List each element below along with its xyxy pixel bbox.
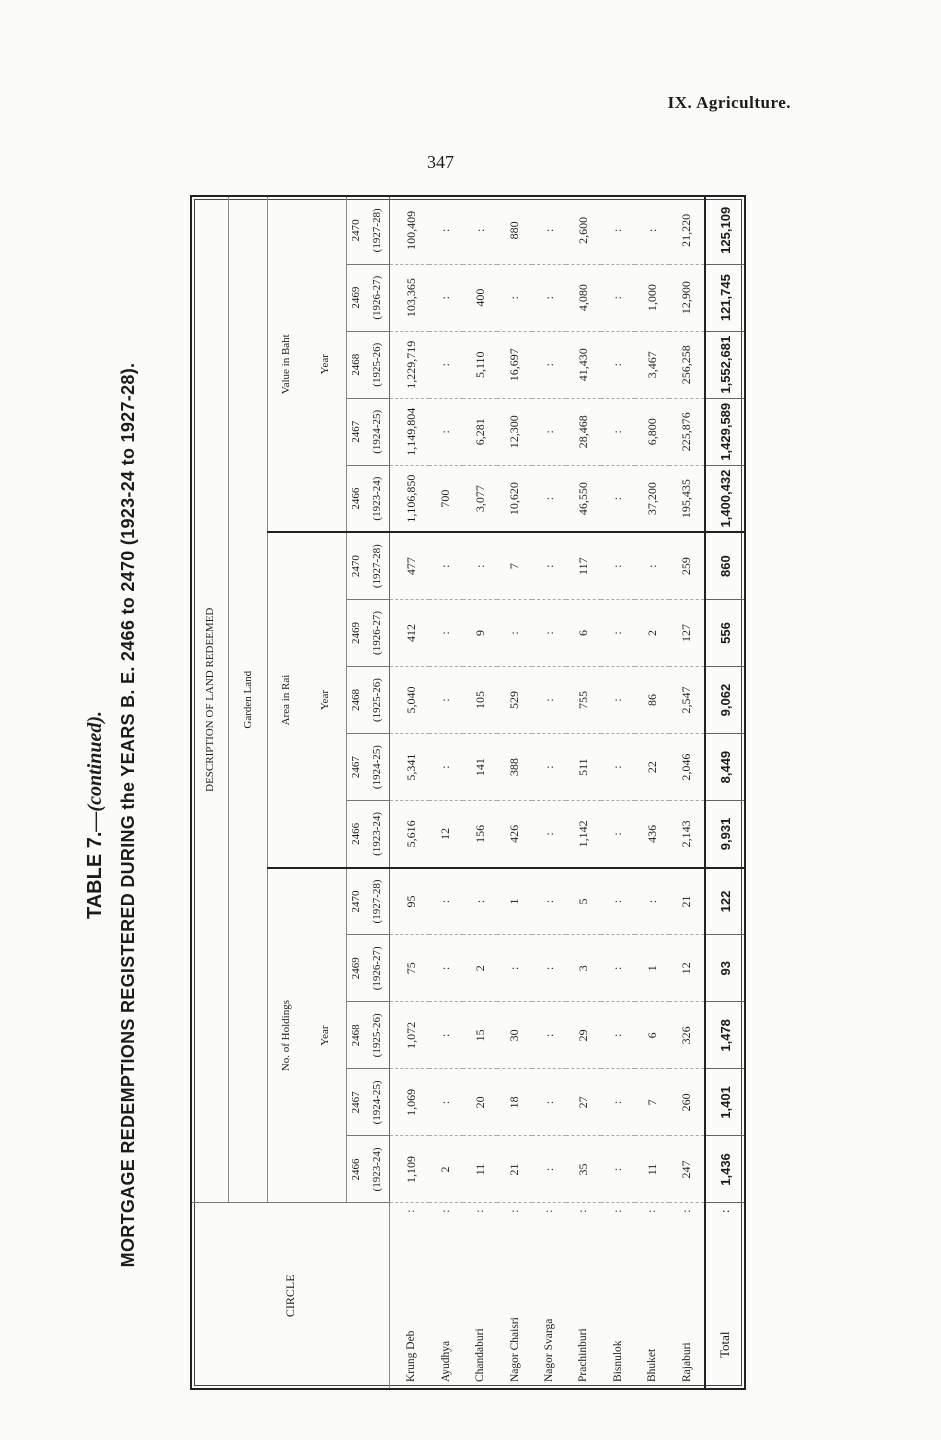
area-cell: 2,046 (669, 734, 705, 801)
table-title: MORTGAGE REDEMPTIONS REGISTERED DURING the YEARS B. E. 2466 to 2470 (1923-24 to 1927-28). (118, 362, 138, 1268)
value-cell: 1,106,850 (390, 465, 429, 532)
value-cell: 16,697 (497, 331, 531, 398)
table-caption (80, 190, 139, 1440)
year-label: Year (304, 197, 347, 532)
table-row (601, 197, 635, 1388)
holdings-cell: : (429, 1069, 463, 1136)
area-cell: 755 (566, 667, 600, 734)
holdings-cell: : (532, 1136, 566, 1203)
value-cell: 10,620 (497, 465, 531, 532)
area-cell: 2,547 (669, 667, 705, 734)
year-ce-header: (1926-27) (365, 935, 390, 1002)
value-cell: 21,220 (669, 197, 705, 264)
value-cell: : (601, 331, 635, 398)
year-be-header: 2466 (347, 465, 366, 532)
holdings-cell: : (601, 1136, 635, 1203)
value-cell: 4,080 (566, 264, 600, 331)
circle-name: Nagor Chaisri : (497, 1203, 531, 1388)
area-cell: 511 (566, 734, 600, 801)
area-cell: : (429, 532, 463, 599)
year-ce-header: (1926-27) (365, 264, 390, 331)
total-holdings-cell: 122 (705, 868, 744, 935)
value-cell: 28,468 (566, 398, 600, 465)
value-cell: : (497, 264, 531, 331)
area-cell: 5,616 (390, 801, 429, 868)
total-area-cell: 9,062 (705, 667, 744, 734)
area-cell: 5,341 (390, 734, 429, 801)
value-cell: : (601, 197, 635, 264)
area-cell: : (601, 532, 635, 599)
holdings-cell: : (601, 868, 635, 935)
holdings-cell: 247 (669, 1136, 705, 1203)
holdings-cell: : (601, 935, 635, 1002)
holdings-cell: 1,072 (390, 1002, 429, 1069)
value-cell: : (635, 197, 669, 264)
section-title: IX. Agriculture. (667, 93, 791, 112)
holdings-cell: 11 (635, 1136, 669, 1203)
year-label: Year (304, 532, 347, 867)
group-header: Area in Rai (268, 532, 305, 867)
circle-name: Ayudhya : (429, 1203, 463, 1388)
value-cell: 1,000 (635, 264, 669, 331)
year-label: Year (304, 868, 347, 1203)
area-cell: 388 (497, 734, 531, 801)
table-row (497, 197, 531, 1388)
holdings-cell: 3 (566, 935, 600, 1002)
value-cell: : (532, 197, 566, 264)
area-cell: 12 (429, 801, 463, 868)
holdings-cell: 18 (497, 1069, 531, 1136)
year-be-header: 2469 (347, 264, 366, 331)
value-cell: 400 (463, 264, 497, 331)
holdings-cell: : (497, 935, 531, 1002)
total-holdings-cell: 93 (705, 935, 744, 1002)
holdings-cell: : (429, 868, 463, 935)
area-cell: 259 (669, 532, 705, 599)
value-cell: : (532, 398, 566, 465)
year-ce-header: (1923-24) (365, 1136, 390, 1203)
year-be-header: 2468 (347, 1002, 366, 1069)
holdings-cell: 21 (497, 1136, 531, 1203)
area-cell: 117 (566, 532, 600, 599)
value-cell: 100,409 (390, 197, 429, 264)
year-be-header: 2468 (347, 667, 366, 734)
table-row (566, 197, 600, 1388)
mortgage-redemptions-table (192, 197, 744, 1388)
area-cell: 9 (463, 599, 497, 666)
value-cell: 256,258 (669, 331, 705, 398)
holdings-cell: 260 (669, 1069, 705, 1136)
year-be-header: 2467 (347, 1069, 366, 1136)
value-cell: 5,110 (463, 331, 497, 398)
holdings-cell: 12 (669, 935, 705, 1002)
area-cell: : (463, 532, 497, 599)
year-ce-header: (1927-28) (365, 532, 390, 599)
holdings-cell: 1 (497, 868, 531, 935)
area-cell: 6 (566, 599, 600, 666)
area-cell: 1,142 (566, 801, 600, 868)
area-cell: : (429, 667, 463, 734)
circle-name: Bhuket : (635, 1203, 669, 1388)
area-cell: : (429, 599, 463, 666)
year-be-header: 2466 (347, 801, 366, 868)
circle-header: CIRCLE (192, 1203, 390, 1388)
value-cell: : (429, 264, 463, 331)
table-row (532, 197, 566, 1388)
total-value-cell: 125,109 (705, 197, 744, 264)
area-cell: 5,040 (390, 667, 429, 734)
total-value-cell: 1,400,432 (705, 465, 744, 532)
circle-name: Chandaburi : (463, 1203, 497, 1388)
area-cell: : (497, 599, 531, 666)
area-cell: : (532, 532, 566, 599)
total-holdings-cell: 1,436 (705, 1136, 744, 1203)
holdings-cell: 2 (463, 935, 497, 1002)
area-cell: : (601, 599, 635, 666)
land-type-header: Garden Land (229, 197, 268, 1203)
holdings-cell: 1,069 (390, 1069, 429, 1136)
total-area-cell: 860 (705, 532, 744, 599)
year-be-header: 2469 (347, 599, 366, 666)
area-cell: 105 (463, 667, 497, 734)
value-cell: : (463, 197, 497, 264)
holdings-cell: 1 (635, 935, 669, 1002)
value-cell: 103,365 (390, 264, 429, 331)
year-ce-header: (1927-28) (365, 197, 390, 264)
year-be-header: 2470 (347, 532, 366, 599)
holdings-cell: 95 (390, 868, 429, 935)
value-cell: : (601, 264, 635, 331)
area-cell: 22 (635, 734, 669, 801)
value-cell: 41,430 (566, 331, 600, 398)
table-row (463, 197, 497, 1388)
total-value-cell: 121,745 (705, 264, 744, 331)
holdings-cell: : (601, 1002, 635, 1069)
value-cell: 12,900 (669, 264, 705, 331)
total-area-cell: 556 (705, 599, 744, 666)
page-number: 347 (427, 152, 454, 172)
holdings-cell: 7 (635, 1069, 669, 1136)
holdings-cell: 2 (429, 1136, 463, 1203)
value-cell: 195,435 (669, 465, 705, 532)
circle-name: Prachinburi : (566, 1203, 600, 1388)
total-area-cell: 8,449 (705, 734, 744, 801)
value-cell: 46,550 (566, 465, 600, 532)
year-ce-header: (1927-28) (365, 868, 390, 935)
holdings-cell: 11 (463, 1136, 497, 1203)
holdings-cell: 27 (566, 1069, 600, 1136)
holdings-cell: 75 (390, 935, 429, 1002)
year-be-header: 2467 (347, 734, 366, 801)
area-cell: 2 (635, 599, 669, 666)
value-cell: 12,300 (497, 398, 531, 465)
holdings-cell: : (463, 868, 497, 935)
area-cell: 7 (497, 532, 531, 599)
area-cell: 86 (635, 667, 669, 734)
value-cell: 3,077 (463, 465, 497, 532)
year-ce-header: (1925-26) (365, 667, 390, 734)
area-cell: : (532, 801, 566, 868)
circle-name: Krung Deb : (390, 1203, 429, 1388)
value-cell: : (532, 264, 566, 331)
area-cell: 156 (463, 801, 497, 868)
area-cell: 436 (635, 801, 669, 868)
year-be-header: 2470 (347, 868, 366, 935)
value-cell: 3,467 (635, 331, 669, 398)
area-cell: : (429, 734, 463, 801)
year-be-header: 2466 (347, 1136, 366, 1203)
year-be-header: 2468 (347, 331, 366, 398)
area-cell: : (532, 599, 566, 666)
holdings-cell: : (532, 1069, 566, 1136)
circle-name: Bisnulok : (601, 1203, 635, 1388)
year-ce-header: (1925-26) (365, 331, 390, 398)
value-cell: 6,281 (463, 398, 497, 465)
total-area-cell: 9,931 (705, 801, 744, 868)
area-cell: 127 (669, 599, 705, 666)
value-cell: 2,600 (566, 197, 600, 264)
value-cell: 1,229,719 (390, 331, 429, 398)
value-cell: 37,200 (635, 465, 669, 532)
circle-name: Nagor Svarga : (532, 1203, 566, 1388)
year-be-header: 2469 (347, 935, 366, 1002)
table-row (429, 197, 463, 1388)
value-cell: : (429, 398, 463, 465)
holdings-cell: : (532, 868, 566, 935)
table-number-label: TABLE 7. (84, 831, 106, 919)
description-header: DESCRIPTION OF LAND REDEEMED (192, 197, 229, 1203)
area-cell: : (601, 734, 635, 801)
table-frame (190, 195, 746, 1390)
year-be-header: 2470 (347, 197, 366, 264)
year-be-header: 2467 (347, 398, 366, 465)
area-cell: 477 (390, 532, 429, 599)
holdings-cell: 20 (463, 1069, 497, 1136)
year-ce-header: (1926-27) (365, 599, 390, 666)
total-value-cell: 1,429,589 (705, 398, 744, 465)
circle-name: Rajaburi : (669, 1203, 705, 1388)
table-continued-label: —(continued). (84, 711, 106, 832)
area-cell: 141 (463, 734, 497, 801)
table-row (390, 197, 429, 1388)
value-cell: 6,800 (635, 398, 669, 465)
holdings-cell: : (429, 935, 463, 1002)
holdings-cell: 21 (669, 868, 705, 935)
holdings-cell: : (601, 1069, 635, 1136)
value-cell: 880 (497, 197, 531, 264)
holdings-cell: 326 (669, 1002, 705, 1069)
total-label: Total : (705, 1203, 744, 1388)
year-ce-header: (1923-24) (365, 801, 390, 868)
holdings-cell: : (532, 935, 566, 1002)
total-value-cell: 1,552,681 (705, 331, 744, 398)
table-row (669, 197, 705, 1388)
holdings-cell: 15 (463, 1002, 497, 1069)
area-cell: : (601, 667, 635, 734)
value-cell: 700 (429, 465, 463, 532)
holdings-cell: 5 (566, 868, 600, 935)
area-cell: 529 (497, 667, 531, 734)
holdings-cell: 35 (566, 1136, 600, 1203)
value-cell: : (601, 465, 635, 532)
area-cell: : (532, 734, 566, 801)
year-ce-header: (1924-25) (365, 1069, 390, 1136)
year-ce-header: (1925-26) (365, 1002, 390, 1069)
year-ce-header: (1924-25) (365, 398, 390, 465)
holdings-cell: 30 (497, 1002, 531, 1069)
value-cell: : (429, 197, 463, 264)
table-row (635, 197, 669, 1388)
holdings-cell: : (635, 868, 669, 935)
area-cell: : (635, 532, 669, 599)
group-header: Value in Baht (268, 197, 305, 532)
table-number (80, 190, 110, 1440)
total-holdings-cell: 1,401 (705, 1069, 744, 1136)
value-cell: : (532, 331, 566, 398)
total-row (705, 197, 744, 1388)
area-cell: 412 (390, 599, 429, 666)
holdings-cell: 6 (635, 1002, 669, 1069)
value-cell: : (532, 465, 566, 532)
group-header: No. of Holdings (268, 868, 305, 1203)
year-ce-header: (1923-24) (365, 465, 390, 532)
value-cell: 1,149,804 (390, 398, 429, 465)
total-holdings-cell: 1,478 (705, 1002, 744, 1069)
value-cell: : (429, 331, 463, 398)
area-cell: 2,143 (669, 801, 705, 868)
area-cell: : (601, 801, 635, 868)
rotated-table-page (80, 190, 750, 1440)
area-cell: : (532, 667, 566, 734)
year-ce-header: (1924-25) (365, 734, 390, 801)
holdings-cell: 29 (566, 1002, 600, 1069)
value-cell: 225,876 (669, 398, 705, 465)
holdings-cell: : (429, 1002, 463, 1069)
value-cell: : (601, 398, 635, 465)
holdings-cell: 1,109 (390, 1136, 429, 1203)
area-cell: 426 (497, 801, 531, 868)
holdings-cell: : (532, 1002, 566, 1069)
